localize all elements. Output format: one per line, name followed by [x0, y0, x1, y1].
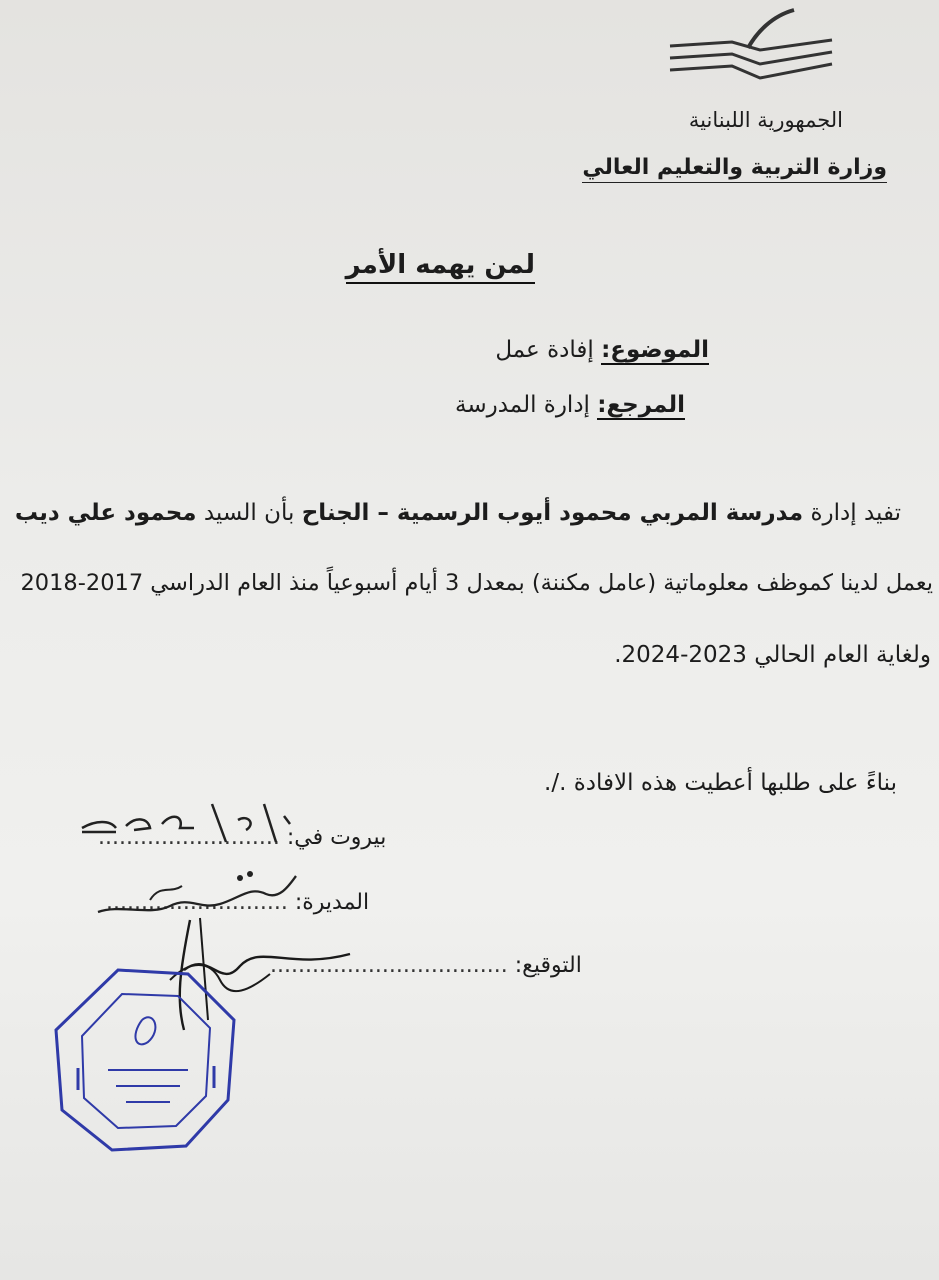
subject-value: إفادة عمل [495, 337, 602, 363]
subject-label: الموضوع: [601, 337, 709, 363]
signature-label: التوقيع: [507, 953, 582, 978]
body-line-1 [15, 500, 901, 526]
handwritten-date [76, 798, 296, 846]
ministry-logo-icon [662, 8, 842, 88]
body-line-3: ولغاية العام الحالي 2023-2024. [614, 642, 931, 668]
reference-value: إدارة المدرسة [454, 392, 598, 418]
body-text: تفيد إدارة [803, 500, 901, 526]
body-line-2: يعمل لدينا كموظف معلوماتية (عامل مكننة) بمعدل 3 أيام أسبوعياً منذ العام الدراسي 2017-2018 [20, 570, 933, 596]
place-date-dots: .......................... [98, 825, 280, 850]
ministry-name: وزارة التربية والتعليم العالي [582, 155, 887, 183]
director-label: المديرة: [287, 890, 370, 915]
reference-line [455, 392, 685, 418]
employee-name: محمود علي ديب [14, 500, 197, 526]
republic-name: الجمهورية اللبنانية [688, 108, 843, 132]
body-text: بأن السيد [196, 500, 302, 526]
place-date-label: بيروت في: [279, 825, 387, 850]
school-stamp-seal [38, 950, 248, 1170]
closing-line: بناءً على طلبها أعطيت هذه الافادة ./. [544, 770, 897, 796]
signature-dots: .................................. [270, 953, 508, 978]
director-dots: .......................... [106, 890, 288, 915]
subject-line [495, 337, 709, 363]
school-name: مدرسة المربي محمود أيوب الرسمية – الجناح [301, 500, 804, 526]
reference-label: المرجع: [597, 392, 685, 418]
document-heading: لمن يهمه الأمر [346, 250, 535, 284]
